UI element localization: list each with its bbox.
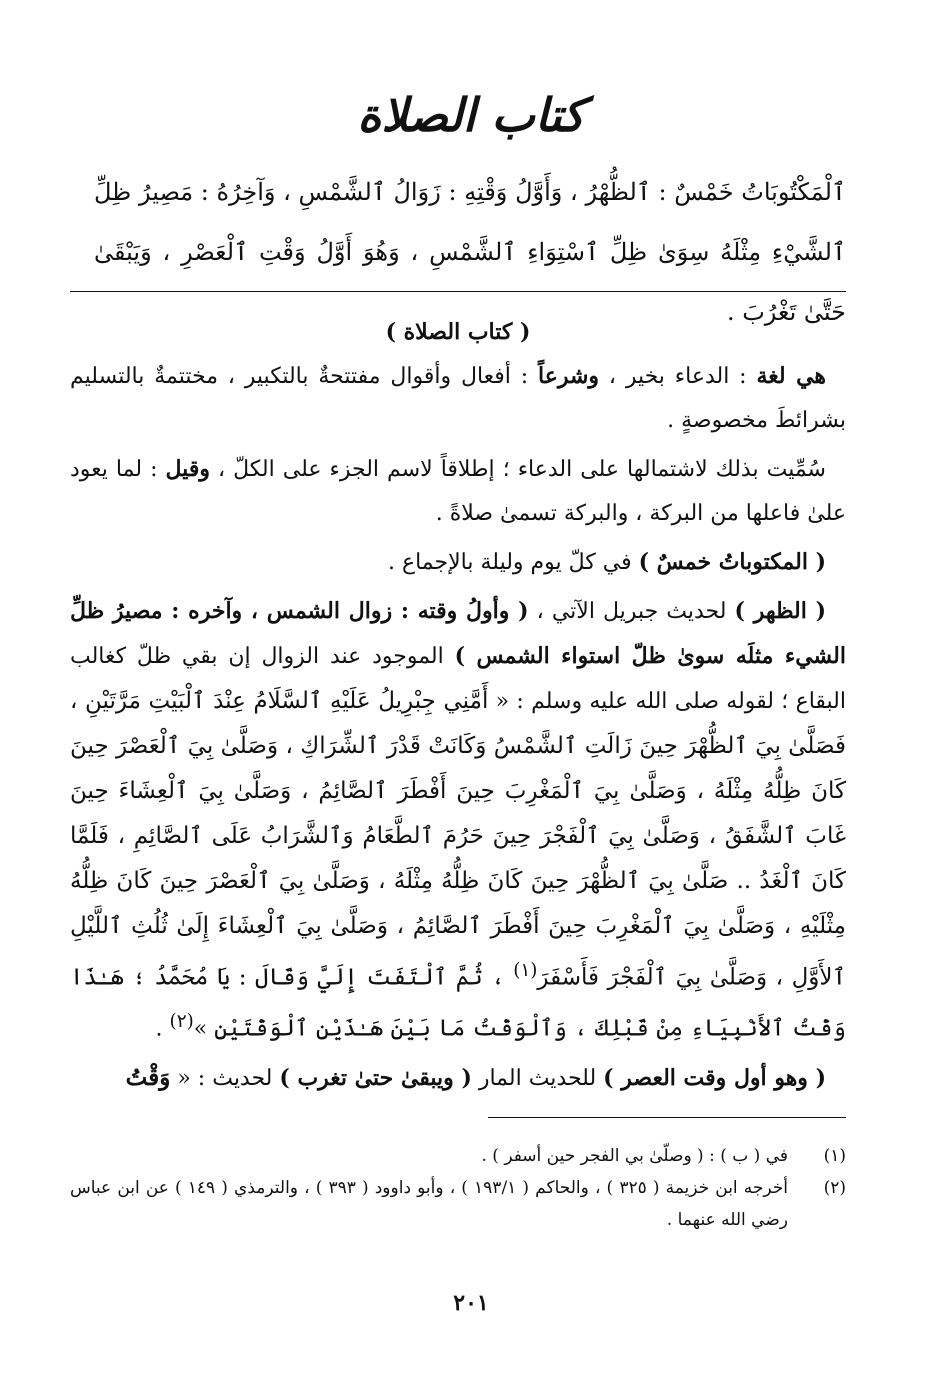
matn-quote-dhuhr-time: ( وأولُ وقته : زوال الشمس ، وآخره : مصيرُ ظلِّ الشيء مثلَه سوىٰ ظلّ استواء الشمس ) bbox=[70, 598, 846, 669]
matn-quote-dhuhr: ( الظهر ) bbox=[734, 598, 826, 624]
matn-text: ٱلْمَكْتُوبَاتُ خَمْسٌ : ٱلظُّهْرُ ، وَأَوَّلُ وَقْتِهِ : زَوَالُ ٱلشَّمْسِ ، وَآخِرُهُ : مَصِيرُ ظِلِّ ٱلشَّيْءِ مِثْلَهُ سِوَىٰ ظِلِّ ٱسْتِوَاءِ ٱلشَّمْسِ ، وَهُوَ أَوَّلُ وَقْتِ ٱلْعَصْرِ ، وَيَبْقَىٰ حَتَّىٰ تَغْرُبَ . bbox=[94, 178, 846, 326]
matn-divider bbox=[70, 291, 846, 292]
paragraph-dhuhr: ( الظهر ) لحديث جبريل الآتي ، ( وأولُ وقته : زوال الشمس ، وآخره : مصيرُ ظلِّ الشيء مثلَه سوىٰ ظلّ استواء الشمس ) الموجود عند الزوال إن بقي ظلّ كغالب البقاع ؛ لقوله صلى الله عليه وسلم : « أَمَّنِي جِبْرِيلُ عَلَيْهِ ٱلسَّلَامُ عِنْدَ ٱلْبَيْتِ مَرَّتَيْنِ ، فَصَلَّىٰ بِيَ ٱلظُّهْرَ حِينَ زَالَتِ ٱلشَّمْسُ وَكَانَتْ قَدْرَ ٱلشِّرَاكِ ، وَصَلَّىٰ بِيَ ٱلْعَصْرَ حِينَ كَانَ ظِلُّهُ مِثْلَهُ ، وَصَلَّىٰ بِيَ ٱلْمَغْرِبَ حِينَ أَفْطَرَ ٱلصَّائِمُ ، وَصَلَّىٰ بِيَ ٱلْعِشَاءَ حِينَ غَابَ ٱلشَّفَقُ ، وَصَلَّىٰ بِيَ ٱلْفَجْرَ حِينَ حَرُمَ ٱلطَّعَامُ وَٱلشَّرَابُ عَلَى ٱلصَّائِمِ ، فَلَمَّا كَانَ ٱلْغَدُ .. صَلَّىٰ بِيَ ٱلظُّهْرَ حِينَ كَانَ ظِلُّهُ مِثْلَهُ ، وَصَلَّىٰ بِيَ ٱلْعَصْرَ حِينَ كَانَ ظِلُّهُ مِثْلَيْهِ ، وَصَلَّىٰ بِيَ ٱلْمَغْرِبَ حِينَ أَفْطَرَ ٱلصَّائِمُ ، وَصَلَّىٰ بِيَ ٱلْعِشَاءَ إِلَىٰ ثُلُثِ ٱللَّيْلِ ٱلأَوَّلِ ، وَصَلَّىٰ بِيَ ٱلْفَجْرَ فَأَسْفَرَ$^{(١)}$ ، ثُمَّ ٱلْتَفَتَ إِلَيَّ وَقَالَ : يَا مُحَمَّدُ ؛ هَـٰذَا وَقْتُ ٱلأَنْبِيَاءِ مِنْ قَبْلِكَ ، وَٱلْوَقْتُ مَا بَيْنَ هَـٰذَيْنِ ٱلْوَقْتَيْنِ »$^{(٢)}$ . bbox=[70, 598, 847, 1042]
hadith-jibril-end: ، ثُمَّ ٱلْتَفَتَ إِلَيَّ وَقَالَ : يَا مُحَمَّدُ ؛ هَـٰذَا وَقْتُ ٱلأَنْبِيَاءِ مِنْ قَبْلِكَ ، وَٱلْوَقْتُ مَا بَيْنَ هَـٰذَيْنِ ٱلْوَقْتَيْنِ bbox=[70, 964, 846, 1042]
footnote-2 bbox=[70, 1172, 846, 1236]
term-legal: وشرعاً bbox=[538, 363, 600, 389]
footnote-text: أخرجه ابن خزيمة ( ٣٢٥ ) ، والحاكم ( ١٩٣/١ ) ، وأبو داوود ( ٣٩٣ ) ، والترمذي ( ١٤٩ ) عن ابن عباس رضي الله عنهما . bbox=[70, 1178, 788, 1230]
page-number: ٢٠١ bbox=[453, 1290, 489, 1316]
footnote-ref-2[interactable]: (٢) bbox=[169, 1011, 194, 1033]
hadith-jibril: أَمَّنِي جِبْرِيلُ عَلَيْهِ ٱلسَّلَامُ عِنْدَ ٱلْبَيْتِ مَرَّتَيْنِ ، فَصَلَّىٰ بِيَ ٱلظُّهْرَ حِينَ زَالَتِ ٱلشَّمْسُ وَكَانَتْ قَدْرَ ٱلشِّرَاكِ ، وَصَلَّىٰ بِيَ ٱلْعَصْرَ حِينَ كَانَ ظِلُّهُ مِثْلَهُ ، وَصَلَّىٰ بِيَ ٱلْمَغْرِبَ حِينَ أَفْطَرَ ٱلصَّائِمُ ، وَصَلَّىٰ بِيَ ٱلْعِشَاءَ حِينَ غَابَ ٱلشَّفَقُ ، وَصَلَّىٰ بِيَ ٱلْفَجْرَ حِينَ حَرُمَ ٱلطَّعَامُ وَٱلشَّرَابُ عَلَى ٱلصَّائِمِ ، فَلَمَّا كَانَ ٱلْغَدُ .. صَلَّىٰ بِيَ ٱلظُّهْرَ حِينَ كَانَ ظِلُّهُ مِثْلَهُ ، وَصَلَّىٰ بِيَ ٱلْعَصْرَ حِينَ كَانَ ظِلُّهُ مِثْلَيْهِ ، وَصَلَّىٰ بِيَ ٱلْمَغْرِبَ حِينَ أَفْطَرَ ٱلصَّائِمُ ، وَصَلَّىٰ بِيَ ٱلْعِشَاءَ إِلَىٰ ثُلُثِ ٱللَّيْلِ ٱلأَوَّلِ ، وَصَلَّىٰ بِيَ ٱلْفَجْرَ فَأَسْفَرَ bbox=[70, 688, 847, 991]
footnote-number: (٢) bbox=[823, 1178, 846, 1198]
paragraph-naming: سُمِّيت بذلك لاشتمالها على الدعاء ؛ إطلاقاً لاسم الجزء على الكلّ ، وقيل : لما يعود علىٰ فاعلها من البركة ، والبركة تسمىٰ صلاةً . bbox=[70, 456, 846, 526]
commentary bbox=[70, 310, 846, 1101]
commentary-heading: ( كتاب الصلاة ) bbox=[385, 319, 531, 345]
footnote-ref-1[interactable]: (١) bbox=[513, 960, 538, 981]
paragraph-definition: هي لغة : الدعاء بخير ، وشرعاً : أفعال وأقوال مفتتحةٌ بالتكبير ، مختتمةٌ بالتسليم بشرائطَ مخصوصةٍ . bbox=[70, 363, 846, 433]
footnote-number: (١) bbox=[823, 1146, 846, 1166]
footnote-text: في ( ب ) : ( وصلّىٰ بي الفجر حين أسفر ) . bbox=[481, 1146, 788, 1166]
book-title: كتاب الصلاة bbox=[357, 88, 585, 142]
paragraph-asr: ( وهو أول وقت العصر ) للحديث المار ( ويبقىٰ حتىٰ تغرب ) لحديث : « وَقْتُ bbox=[125, 1063, 826, 1091]
footnote-divider bbox=[488, 1117, 846, 1118]
term-wa-qil: وقيل bbox=[165, 456, 210, 482]
footnote-1 bbox=[70, 1140, 846, 1172]
matn-quote-five: ( المكتوباتُ خمسٌ ) bbox=[638, 549, 826, 575]
matn-quote-asr: ( وهو أول وقت العصر ) bbox=[603, 1064, 826, 1091]
matn-quote-sunset: ( ويبقىٰ حتىٰ تغرب ) bbox=[279, 1064, 472, 1091]
hadith-start: وَقْتُ bbox=[125, 1063, 171, 1091]
paragraph-five-prayers: ( المكتوباتُ خمسٌ ) في كلّ يوم وليلة بالإجماع . bbox=[387, 549, 826, 575]
term-linguistic: هي لغة bbox=[756, 363, 827, 389]
footnotes bbox=[70, 1140, 846, 1236]
